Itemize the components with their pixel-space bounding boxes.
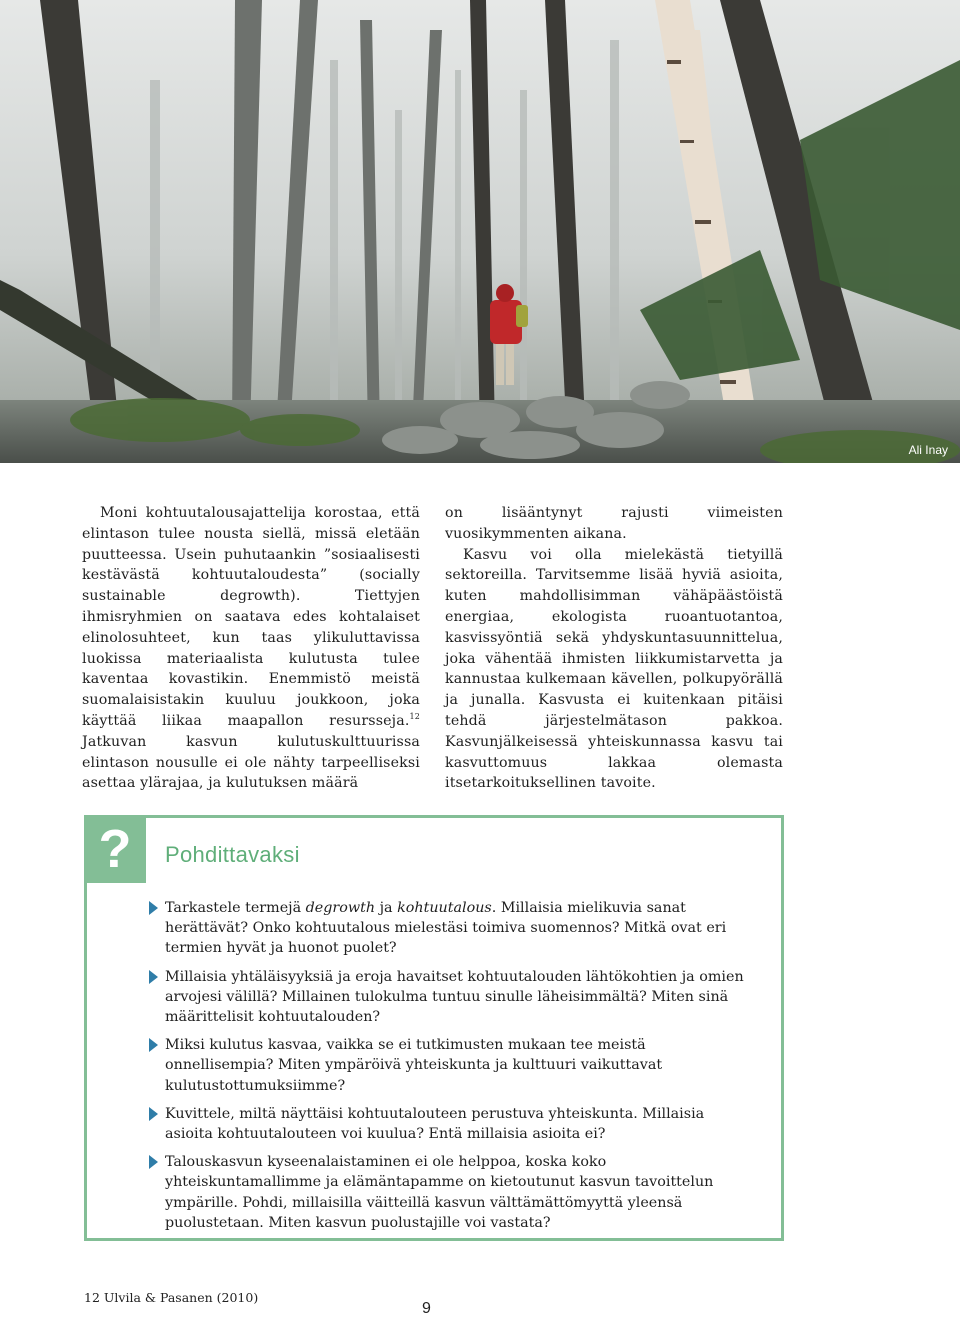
arrow-right-icon (149, 970, 158, 984)
question-item (149, 1035, 749, 1096)
question-list (149, 898, 749, 1241)
paragraph (82, 503, 420, 794)
question-text: Talouskasvun kyseenalaistaminen ei ole helppoa, koska koko yhteiskuntamallimme ja elämäntapamme on kietoutunut kasvun tavoittelun ympärille. Pohdi, millaisilla väitteillä kasvun välttämättömyyttä yleensä puolustetaan. Miten kasvun puolustajille voi vastata? (165, 1154, 714, 1231)
question-text: Miksi kulutus kasvaa, vaikka se ei tutkimusten mukaan tee meistä onnellisempia? Miten ympäröivä yhteiskunta ja kulttuuri vaikuttavat kulutustottumuksiimme? (165, 1037, 663, 1094)
paragraph: on lisääntynyt rajusti viimeisten vuosikymmenten aikana. (445, 505, 783, 542)
question-text-part: . Millaisia mielikuvia sanat herättävät? Onko kohtuutalous mielestäsi toimiva suomennos? Mitkä ovat eri termien hyvät ja huonot puolet? (165, 900, 727, 957)
question-item (149, 967, 749, 1028)
question-text: Kuvittele, miltä näyttäisi kohtuutalouteen perustuva yhteiskunta. Millaisia asioita kohtuutalouteen voi kuulua? Entä millaisia asioita ei? (165, 1105, 705, 1143)
question-mark-icon: ? (84, 815, 146, 883)
paragraph: Kasvu voi olla mielekästä tietyillä sektoreilla. Tarvitsemme lisää hyviä asioita, kuten mahdollisimman vähäpäästöistä energiaa, ekologista ruoantuotantoa, kasvissyöntiä sekä yhdyskuntasuunnittelua, joka vähentää ihmisten liikkumistarvetta ja kannustaa kulkemaan kävellen, polkupyörällä ja junalla. Kasvusta ei kuitenkaan pitäisi tehdä järjestelmätason pakkoa. Kasvunjälkeisessä yhteiskunnassa kasvu tai kasvuttomuus lakkaa olemasta itsetarkoituksellinen tavoite. (445, 546, 783, 792)
arrow-right-icon (149, 1155, 158, 1169)
question-text: Millaisia yhtäläisyyksiä ja eroja havaitset kohtuutalouden lähtökohtien ja omien arvojesi välillä? Millainen tulokulma tuntuu sinulle läheisimmältä? Miten sinä määrittelisit kohtuutalouden? (165, 968, 744, 1026)
text-column-left (82, 503, 420, 794)
question-item (149, 898, 749, 959)
forest-photo (0, 0, 960, 463)
page-number: 9 (422, 1300, 431, 1317)
forest-illustration (0, 0, 960, 463)
pohdittavaksi-box (84, 815, 784, 1241)
question-item (149, 1104, 749, 1144)
photo-credit: Ali Inay (908, 443, 948, 457)
term-degrowth: degrowth (305, 900, 376, 916)
arrow-right-icon (149, 1107, 158, 1121)
arrow-right-icon (149, 1038, 158, 1052)
question-text-part: Tarkastele termejä (165, 900, 306, 916)
footnote-ref: 12 (409, 711, 420, 721)
question-text (165, 900, 726, 956)
box-title: Pohdittavaksi (165, 842, 300, 867)
paragraph-text: Moni kohtuutalousajattelija korostaa, että elintason tulee nousta siellä, missä eletään puutteessa. Usein puhutaankin ”sosiaalisesti kestävästä kohtuutaloudesta” (socially sustainable degrowth). Tiettyjen ihmisryhmien on saatava edes kohtalaiset elinolosuhteet, kun taas ylikuluttavissa luokissa materiaalista kulutusta tulee kaventaa kovastikin. Enemmistö meistä suomalaisistakin kuuluu joukkoon, joka käyttää liikaa maapallon resursseja. (82, 505, 420, 729)
question-item (149, 1152, 749, 1233)
text-column-right (445, 503, 783, 794)
footnote: 12 Ulvila & Pasanen (2010) (84, 1290, 259, 1305)
question-text-part: ja (375, 900, 398, 916)
term-kohtuutalous: kohtuutalous (397, 900, 492, 916)
arrow-right-icon (149, 901, 158, 915)
paragraph-text: Jatkuvan kasvun kulutuskulttuurissa elintason nousulle ei ole nähty tarpeelliseksi asettaa ylärajaa, ja kulutuksen määrä (82, 733, 420, 792)
